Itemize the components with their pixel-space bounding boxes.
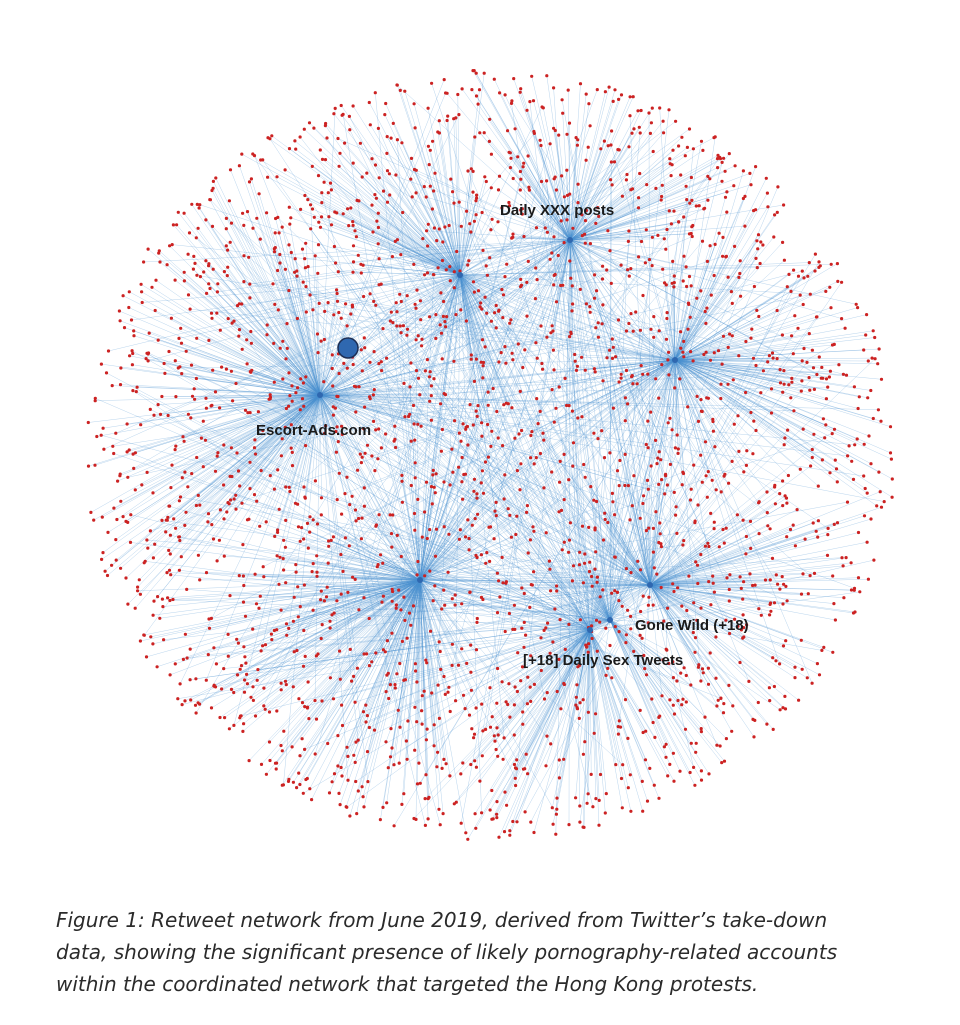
hub-node — [317, 392, 323, 398]
hub-node — [567, 237, 573, 243]
hub-node — [587, 627, 593, 633]
hub-node — [417, 577, 423, 583]
hub-node — [672, 357, 678, 363]
caption-line-2: data, showing the significant presence of likely pornography-related accounts — [56, 940, 838, 964]
network-edges — [88, 71, 892, 840]
hub-node — [647, 582, 653, 588]
label-escort-ads: Escort-Ads.com — [256, 422, 372, 439]
figure-caption — [56, 904, 926, 1000]
label-daily-xxx-posts: Daily XXX posts — [500, 202, 615, 219]
large-hub-node — [338, 338, 358, 358]
label-daily-sex-tweets: [+18] Daily Sex Tweets — [523, 652, 684, 669]
hub-node — [457, 272, 463, 278]
edge-lines — [88, 71, 892, 840]
label-gone-wild: Gone Wild (+18) — [635, 617, 749, 634]
hub-node — [607, 617, 613, 623]
caption-line-1: Figure 1: Retweet network from June 2019, derived from Twitter’s take-down — [56, 908, 828, 932]
caption-line-3: within the coordinated network that targeted the Hong Kong protests. — [56, 972, 759, 996]
